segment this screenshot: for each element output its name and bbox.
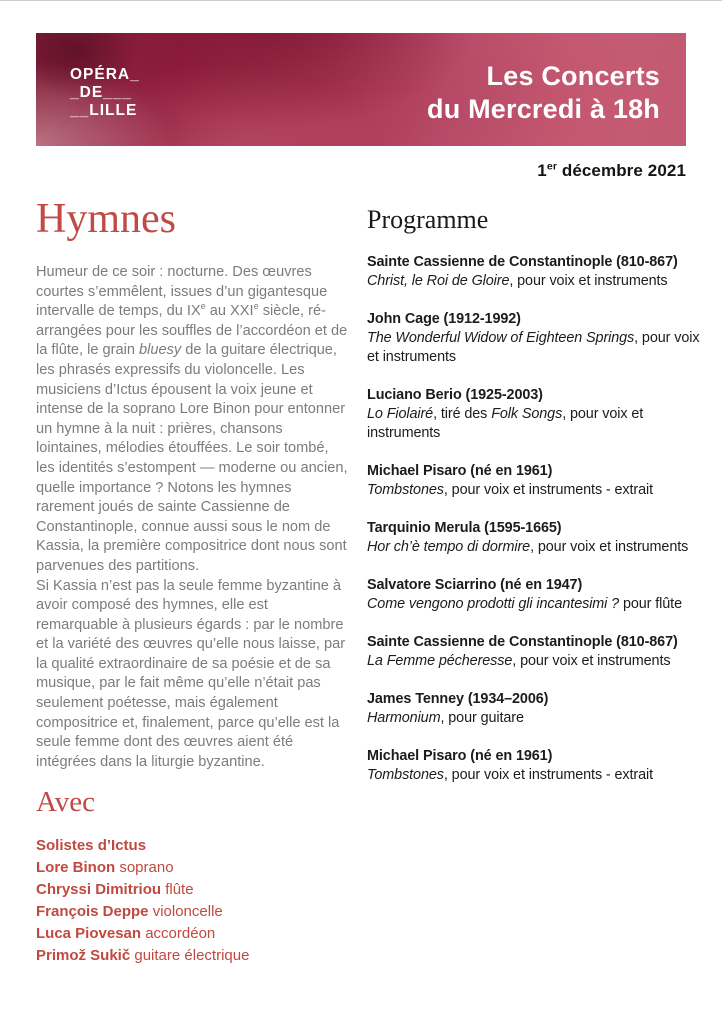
text-segment: siècle, ré-arrangées pour les souffles de l’accordéon et de la flûte, le grain xyxy=(36,303,348,359)
italic-text: Harmonium xyxy=(367,710,441,726)
concert-date xyxy=(537,161,686,181)
programme-entry xyxy=(367,310,702,367)
text-segment: , pour guitare xyxy=(440,710,524,726)
italic-text: The Wonderful Widow of Eighteen Springs xyxy=(367,330,635,346)
programme-entry xyxy=(367,747,702,785)
logo-line-2: _DE___ xyxy=(70,84,133,101)
composer-name: Luciano Berio (1925-2003) xyxy=(367,387,543,403)
left-column xyxy=(36,196,349,967)
composer-name: Sainte Cassienne de Constantinople (810-867) xyxy=(367,634,678,650)
italic-text: La Femme pécheresse xyxy=(367,653,513,669)
work-title xyxy=(367,481,702,500)
programme-entry xyxy=(367,462,702,500)
performer-name: Solistes d’Ictus xyxy=(36,837,147,855)
composer-name: Tarquinio Merula (1595-1665) xyxy=(367,520,562,536)
performer-role: guitare électrique xyxy=(130,947,250,965)
intro-paragraph-block xyxy=(36,263,349,577)
work-title xyxy=(367,766,702,785)
avec-heading: Avec xyxy=(36,786,96,819)
date-ordinal: er xyxy=(546,160,558,173)
page-title: Hymnes xyxy=(36,196,176,242)
programme-entry xyxy=(367,253,702,291)
composer-name: James Tenney (1934–2006) xyxy=(367,691,549,707)
programme-list xyxy=(367,253,702,785)
text-segment: de la guitare électrique, les phrasés expressifs du violoncelle. Les musiciens d’Ictus épousent la voix jeune et intense de la soprano Lore Binon pour entonner un hymne à la nuit : prières, chansons lointaines, mélodies étouffées. Le soir tombé, les identités s’estompent — moderne ou ancien, quelle importance ? Notons les hymnes rarement joués de sainte Cassienne de Constantinople, connue aussi sous le nom de Kassia, la première compositrice dont nous sont parvenues des partitions. xyxy=(36,342,348,574)
performer-name: Chryssi Dimitriou xyxy=(36,881,162,899)
opera-de-lille-logo xyxy=(70,66,140,120)
programme-entry xyxy=(367,690,702,728)
series-title-line-1: Les Concerts xyxy=(486,61,660,91)
performer-row xyxy=(36,835,349,857)
composer-name: Michael Pisaro (né en 1961) xyxy=(367,748,553,764)
text-segment: , pour voix et instruments - extrait xyxy=(443,767,654,783)
text-segment: pour flûte xyxy=(619,596,682,612)
italic-text: Tombstones xyxy=(367,482,444,498)
text-segment: , pour voix et instruments - extrait xyxy=(443,482,654,498)
header-banner xyxy=(36,33,686,146)
intro-paragraph xyxy=(36,263,349,772)
performers-list xyxy=(36,835,349,967)
intro-paragraph-block xyxy=(36,577,349,773)
text-segment: , tiré des xyxy=(433,406,492,422)
programme-heading: Programme xyxy=(367,205,489,234)
composer-name: Michael Pisaro (né en 1961) xyxy=(367,463,553,479)
logo-line-3: __LILLE xyxy=(70,102,138,119)
text-segment: , pour voix et instruments xyxy=(367,406,644,441)
performer-row xyxy=(36,857,349,879)
programme-entry xyxy=(367,519,702,557)
work-title xyxy=(367,405,702,443)
italic-text: Folk Songs xyxy=(491,406,563,422)
work-title xyxy=(367,595,702,614)
work-title xyxy=(367,538,702,557)
date-rest: décembre 2021 xyxy=(557,161,686,180)
performer-role: accordéon xyxy=(141,925,216,943)
text-segment: , pour voix et instruments xyxy=(509,273,668,289)
programme-entry xyxy=(367,576,702,614)
performer-name: Lore Binon xyxy=(36,859,116,877)
text-segment: au XXI xyxy=(205,303,254,320)
text-segment: Humeur de ce soir : nocturne. Des œuvres courtes s’emmêlent, issues d’un gigantesque intervalle de temps, du IX xyxy=(36,264,328,320)
work-title xyxy=(367,329,702,367)
performer-row xyxy=(36,879,349,901)
performer-row xyxy=(36,923,349,945)
superscript-text: e xyxy=(200,301,206,312)
composer-name: Sainte Cassienne de Constantinople (810-867) xyxy=(367,254,678,270)
italic-text: Lo Fiolairé xyxy=(367,406,434,422)
work-title xyxy=(367,272,702,291)
logo-line-1: OPÉRA_ xyxy=(70,66,140,83)
italic-text: Hor ch’è tempo di dormire xyxy=(367,539,531,555)
programme-column xyxy=(367,204,702,804)
performer-name: François Deppe xyxy=(36,903,149,921)
work-title xyxy=(367,652,702,671)
italic-text: bluesy xyxy=(139,342,182,359)
performer-row xyxy=(36,945,349,967)
italic-text: Tombstones xyxy=(367,767,444,783)
performer-role: soprano xyxy=(115,859,174,877)
performer-row xyxy=(36,901,349,923)
performer-name: Luca Piovesan xyxy=(36,925,142,943)
date-day: 1 xyxy=(537,161,547,180)
italic-text: Christ, le Roi de Gloire xyxy=(367,273,510,289)
performer-role: violoncelle xyxy=(148,903,223,921)
series-title-line-2: du Mercredi à 18h xyxy=(427,94,660,124)
superscript-text: e xyxy=(253,301,259,312)
text-segment: Si Kassia n’est pas la seule femme byzantine à avoir composé des hymnes, elle est remarquable à plusieurs égards : par le nombre et la variété des œuvres qu’elle nous laisse, par la qualité extraordinaire de sa poésie et de sa musique, par le fait même qu’elle n’était pas seulement poétesse, mais également compositrice et, finalement, parce qu’elle est la seule femme dont des œuvres aient été intégrées dans la liturgie byzantine. xyxy=(36,577,346,770)
italic-text: Come vengono prodotti gli incantesimi ? xyxy=(367,596,620,612)
composer-name: John Cage (1912-1992) xyxy=(367,311,521,327)
page-top-rule xyxy=(0,0,722,1)
composer-name: Salvatore Sciarrino (né en 1947) xyxy=(367,577,583,593)
performer-role: flûte xyxy=(161,881,194,899)
text-segment: , pour voix et instruments xyxy=(512,653,671,669)
text-segment: , pour voix et instruments xyxy=(530,539,689,555)
programme-entry xyxy=(367,386,702,443)
work-title xyxy=(367,709,702,728)
programme-entry xyxy=(367,633,702,671)
series-title xyxy=(427,60,660,126)
text-segment: , pour voix et instruments xyxy=(367,330,700,365)
performer-name: Primož Sukič xyxy=(36,947,131,965)
